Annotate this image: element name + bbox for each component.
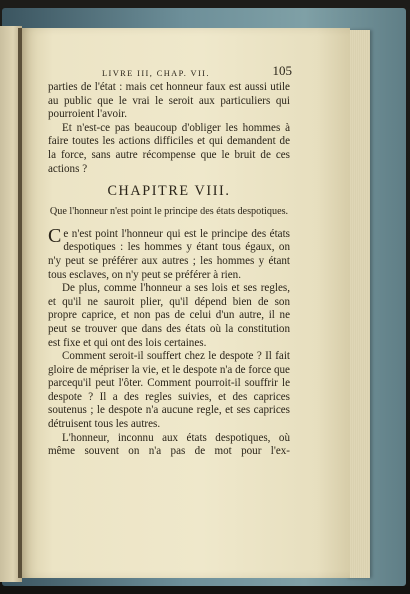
paragraph: L'honneur, inconnu aux états despotiques, où même souvent on n'a pas de mot pour l'ex- [48,431,290,458]
page-header [48,64,290,80]
drop-cap: C [48,224,62,247]
paragraph-text: e n'est point l'honneur qui est le principe des états despotiques : les hommes y étant tous égaux, on n'y peut se préférer aux autres ; les hommes y étant tous esclaves, on n'y peut se préférer à rien. [48,227,290,281]
paragraph: Comment seroit-il souffert chez le despote ? Il fait gloire de mépriser la vie, et le despote n'a de force que parcequ'il peut l'ôter. Comment pourroit-il souffrir le despote ? Il a des regles suivies, et des caprices soutenus ; le despote n'a aucune regle, et ses caprices détruisent tous les autres. [48,350,290,431]
paragraph: Et n'est-ce pas beaucoup d'obliger les hommes à faire toutes les actions difficiles et qui demandent de la force, sans autre récompense que le bruit de ces actions ? [48,121,290,175]
running-head: LIVRE III, CHAP. VII. [102,69,210,78]
paragraph: parties de l'état : mais cet honneur faux est aussi utile au public que le vrai le seroit aux particuliers qui pourroient l'avoir. [48,81,290,121]
paragraph: De plus, comme l'honneur a ses lois et ses regles, et qu'il ne sauroit plier, qu'il dépend bien de son propre caprice, et non pas de celui d'un autre, il ne peut se trouver que dans des états où la constitution est fixe et qui ont des lois certaines. [48,282,290,349]
page-number: 105 [272,63,292,78]
paragraph [48,224,290,282]
chapter-subtitle: Que l'honneur n'est point le principe des états despotiques. [49,205,289,217]
chapter-title: CHAPITRE VIII. [107,183,231,200]
book-gutter [18,28,22,578]
page-text [48,64,290,459]
